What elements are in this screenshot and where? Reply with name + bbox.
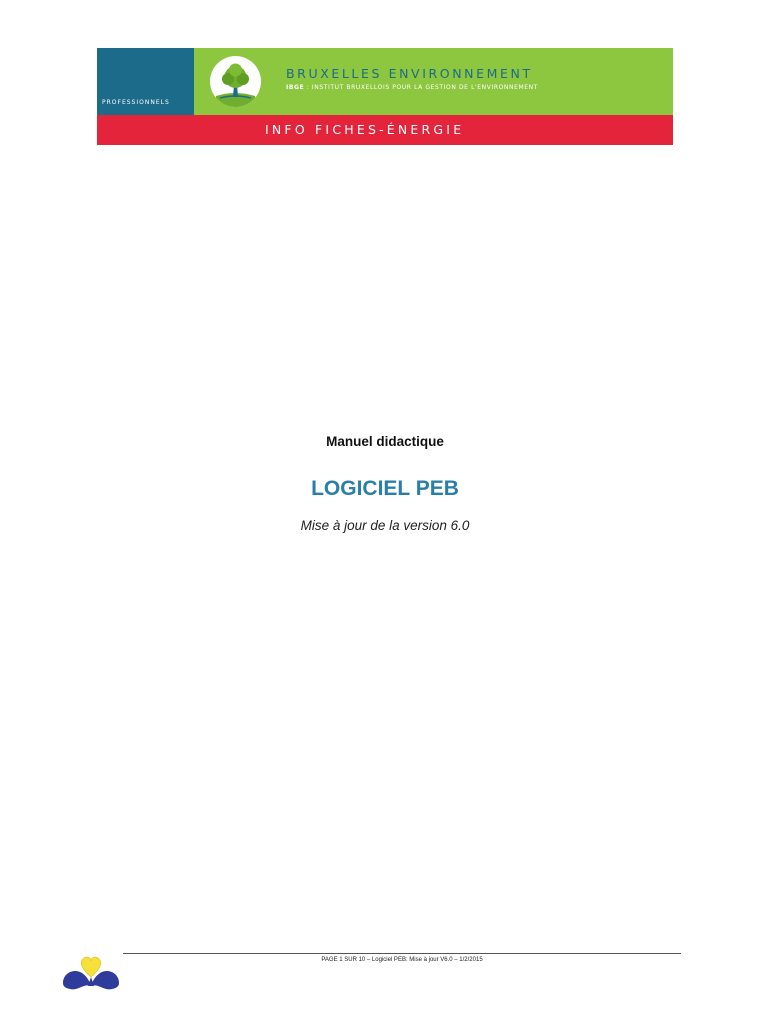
- tree-logo-icon: [210, 56, 261, 107]
- series-label: INFO FICHES-ÉNERGIE: [265, 122, 465, 137]
- footer-page-info: PAGE 1 SUR 10 – Logiciel PEB: Mise à jour V6.0 – 1/2/2015: [321, 957, 483, 963]
- header-banner: [97, 48, 673, 145]
- brussels-iris-logo-icon: [60, 953, 122, 993]
- org-abbrev: IBGE: [286, 84, 305, 91]
- document-title: LOGICIEL PEB: [311, 477, 459, 500]
- document-kind: Manuel didactique: [326, 434, 444, 449]
- banner-blue-block: [97, 48, 194, 115]
- org-name: BRUXELLES ENVIRONNEMENT: [286, 66, 533, 81]
- footer-rule: [123, 953, 681, 954]
- document-version: Mise à jour de la version 6.0: [300, 518, 470, 533]
- org-subtitle: [286, 84, 538, 91]
- org-subtitle-text: : INSTITUT BRUXELLOIS POUR LA GESTION DE L'ENVIRONNEMENT: [304, 84, 539, 91]
- banner-red-block: [97, 115, 673, 145]
- section-label: professionnels: [102, 97, 170, 107]
- banner-green-block: [194, 48, 673, 115]
